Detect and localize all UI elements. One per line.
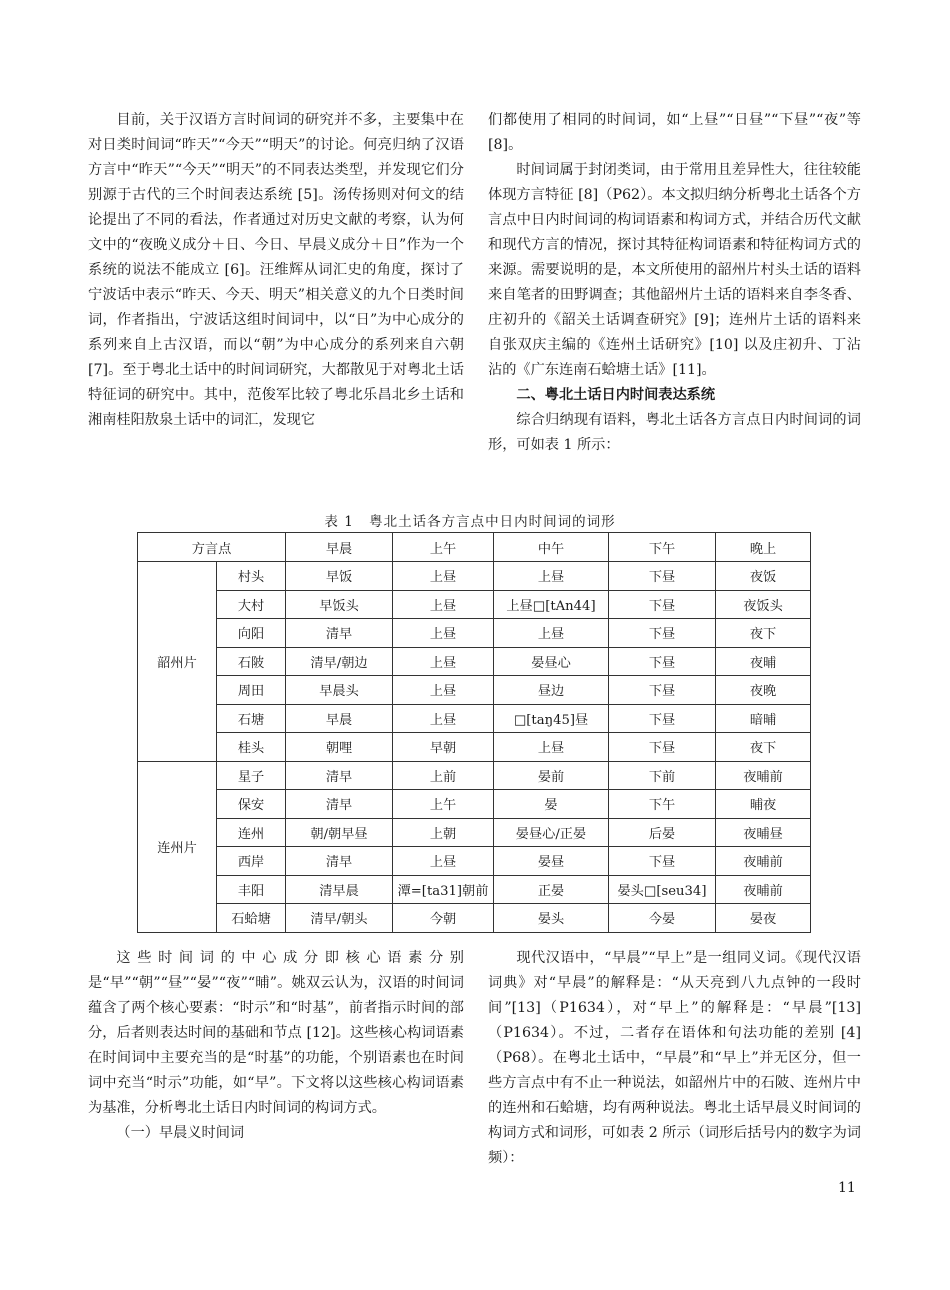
table-cell: 早饭头	[286, 590, 393, 619]
table-cell: 晏昼心	[494, 647, 609, 676]
dialect-point-cell: 桂头	[217, 733, 286, 762]
table-cell: 晡夜	[716, 790, 811, 819]
table-cell: 清早	[286, 619, 393, 648]
dialect-time-table	[137, 532, 811, 933]
table-cell: 下昼	[609, 676, 716, 705]
table-row	[138, 562, 811, 591]
dialect-point-cell: 保安	[217, 790, 286, 819]
table-cell: 下昼	[609, 733, 716, 762]
table-row	[138, 590, 811, 619]
table-cell: 晏夜	[716, 904, 811, 933]
table-cell: 夜饭头	[716, 590, 811, 619]
table-row	[138, 647, 811, 676]
table-row	[138, 790, 811, 819]
right-column-bottom	[488, 946, 861, 1171]
table-cell: 夜晚	[716, 676, 811, 705]
table-cell: 清早晨	[286, 875, 393, 904]
paragraph: 现代汉语中，“早晨”“早上”是一组同义词。《现代汉语词典》对“早晨”的解释是：“从天亮到八九点钟的一段时间”[13]（P1634），对“早上”的解释是：“早晨”[13]（P1634）。不过，二者存在语体和句法功能的差别 [4]（P68）。在粤北土话中，“早晨”和“早上”并无区分，但一些方言点中有不止一种说法，如韶州片中的石陂、连州片中的连州和石蛤塘，均有两种说法。粤北土话早晨义时间词的构词方式和词形，可如表 2 所示（词形后括号内的数字为词频）：	[488, 950, 861, 1166]
table-cell: 夜饭	[716, 562, 811, 591]
page-number: 11	[838, 1180, 856, 1196]
table-cell: 上昼	[393, 647, 494, 676]
table-cell: 今晏	[609, 904, 716, 933]
table-caption-number: 表 1	[324, 514, 354, 530]
table-cell: 早朝	[393, 733, 494, 762]
table-cell: 朝/朝早昼	[286, 818, 393, 847]
header-cell: 方言点	[138, 533, 286, 562]
table-cell: 下昼	[609, 590, 716, 619]
dialect-point-cell: 星子	[217, 761, 286, 790]
table-cell: 潭=[ta31]朝前	[393, 875, 494, 904]
table-cell: 正晏	[494, 875, 609, 904]
table-cell: 晏	[494, 790, 609, 819]
table-cell: 下昼	[609, 704, 716, 733]
table-cell: 下昼	[609, 647, 716, 676]
paragraph: 综合归纳现有语料，粤北土话各方言点日内时间词的词形，可如表 1 所示：	[488, 412, 861, 453]
paragraph: 时间词属于封闭类词，由于常用且差异性大，往往较能体现方言特征 [8]（P62）。本文拟归纳分析粤北土话各个方言点中日内时间词的构词语素和构词方式，并结合历代文献和现代方言的情况，探讨其特征构词语素和特征构词方式的来源。需要说明的是，本文所使用的韶州片村头土话的语料来自笔者的田野调查；其他韶州片土话的语料来自李冬香、庄初升的《韶关土话调查研究》[9]；连州片土话的语料来自张双庆主编的《连州土话研究》[10] 以及庄初升、丁沾沾的《广东连南石蛤塘土话》[11]。	[488, 162, 861, 378]
table-header-row	[138, 533, 811, 562]
table-cell: 夜晡前	[716, 875, 811, 904]
dialect-point-cell: 村头	[217, 562, 286, 591]
table-row	[138, 676, 811, 705]
table-cell: 上前	[393, 761, 494, 790]
table-row	[138, 619, 811, 648]
table-cell: 晏昼	[494, 847, 609, 876]
table-cell: 上昼	[494, 562, 609, 591]
table-cell: 下昼	[609, 847, 716, 876]
table-cell: 上昼	[494, 733, 609, 762]
dialect-point-cell: 石塘	[217, 704, 286, 733]
table-caption-title: 粤北土话各方言点中日内时间词的词形	[369, 514, 616, 530]
table-cell: 今朝	[393, 904, 494, 933]
table-row	[138, 875, 811, 904]
left-column-bottom	[88, 946, 464, 1146]
paragraph: 目前，关于汉语方言时间词的研究并不多，主要集中在对日类时间词“昨天”“今天”“明天”的讨论。何亮归纳了汉语方言中“昨天”“今天”“明天”的不同表达类型，并发现它们分别源于古代的三个时间表达系统 [5]。汤传扬则对何文的结论提出了不同的看法，作者通过对历史文献的考察，认为何文中的“夜晚义成分＋日、今日、早晨义成分＋日”作为一个系统的说法不能成立 [6]。汪维辉从词汇史的角度，探讨了宁波话中表示“昨天、今天、明天”相关意义的九个日类时间词，作者指出，宁波话这组时间词中，以“日”为中心成分的系列来自上古汉语，而以“朝”为中心成分的系列来自六朝 [7]。至于粤北土话中的时间词研究，大都散见于对粤北土话特征词的研究中。其中，范俊军比较了粤北乐昌北乡土话和湘南桂阳敖泉土话中的词汇，发现它	[88, 112, 464, 428]
table-cell: □[taŋ45]昼	[494, 704, 609, 733]
table-cell: 昼边	[494, 676, 609, 705]
dialect-point-cell: 石蛤塘	[217, 904, 286, 933]
table-row	[138, 761, 811, 790]
table-cell: 下午	[609, 790, 716, 819]
table-cell: 后晏	[609, 818, 716, 847]
table-cell: 上昼	[393, 847, 494, 876]
table-cell: 晏头□[seu34]	[609, 875, 716, 904]
dialect-point-cell: 大村	[217, 590, 286, 619]
subheading: （一）早晨义时间词	[116, 1125, 245, 1141]
table-cell: 下昼	[609, 562, 716, 591]
table-cell: 早饭	[286, 562, 393, 591]
table-cell: 下昼	[609, 619, 716, 648]
table-cell: 上昼	[494, 619, 609, 648]
header-cell: 晚上	[716, 533, 811, 562]
table-row	[138, 904, 811, 933]
table-cell: 上昼	[393, 619, 494, 648]
table-row	[138, 818, 811, 847]
table-cell: 清早	[286, 761, 393, 790]
right-column-top	[488, 108, 861, 458]
section-heading: 二、粤北土话日内时间表达系统	[516, 387, 716, 403]
table-cell: 上昼	[393, 590, 494, 619]
table-cell: 夜晡前	[716, 761, 811, 790]
table-cell: 晏前	[494, 761, 609, 790]
table-cell: 下前	[609, 761, 716, 790]
table-cell: 清早/朝头	[286, 904, 393, 933]
table-cell: 清早/朝边	[286, 647, 393, 676]
group-label: 韶州片	[138, 562, 217, 762]
table-cell: 早晨头	[286, 676, 393, 705]
table-cell: 朝哩	[286, 733, 393, 762]
table-cell: 上昼□[tAn44]	[494, 590, 609, 619]
table-cell: 清早	[286, 790, 393, 819]
dialect-point-cell: 西岸	[217, 847, 286, 876]
dialect-point-cell: 石陂	[217, 647, 286, 676]
table-cell: 夜晡昼	[716, 818, 811, 847]
table-cell: 晏昼心/正晏	[494, 818, 609, 847]
dialect-point-cell: 连州	[217, 818, 286, 847]
table-cell: 上昼	[393, 704, 494, 733]
dialect-point-cell: 周田	[217, 676, 286, 705]
paragraph: 这些时间词的中心成分即核心语素分别是“早”“朝”“昼”“晏”“夜”“晡”。姚双云认为，汉语的时间词蕴含了两个核心要素：“时示”和“时基”，前者指示时间的部分，后者则表达时间的基础和节点 [12]。这些核心构词语素在时间词中主要充当的是“时基”的功能，个别语素也在时间词中充当“时示”功能，如“早”。下文将以这些核心构词语素为基准，分析粤北土话日内时间词的构词方式。	[88, 950, 464, 1116]
table-cell: 夜下	[716, 619, 811, 648]
table-row	[138, 847, 811, 876]
table-cell: 上朝	[393, 818, 494, 847]
header-cell: 早晨	[286, 533, 393, 562]
table-cell: 夜晡前	[716, 847, 811, 876]
header-cell: 下午	[609, 533, 716, 562]
group-label: 连州片	[138, 761, 217, 932]
table-cell: 上昼	[393, 562, 494, 591]
left-column-top	[88, 108, 464, 433]
table-caption	[0, 510, 950, 530]
table-row	[138, 704, 811, 733]
table-cell: 晏头	[494, 904, 609, 933]
dialect-point-cell: 向阳	[217, 619, 286, 648]
table-body	[138, 562, 811, 933]
dialect-point-cell: 丰阳	[217, 875, 286, 904]
table-cell: 早晨	[286, 704, 393, 733]
table-cell: 上昼	[393, 676, 494, 705]
header-cell: 中午	[494, 533, 609, 562]
table-cell: 夜晡	[716, 647, 811, 676]
table-cell: 上午	[393, 790, 494, 819]
paragraph: 们都使用了相同的时间词，如“上昼”“日昼”“下昼”“夜”等 [8]。	[488, 112, 861, 153]
table-cell: 暗晡	[716, 704, 811, 733]
table-cell: 夜下	[716, 733, 811, 762]
table-cell: 清早	[286, 847, 393, 876]
table-row	[138, 733, 811, 762]
header-cell: 上午	[393, 533, 494, 562]
